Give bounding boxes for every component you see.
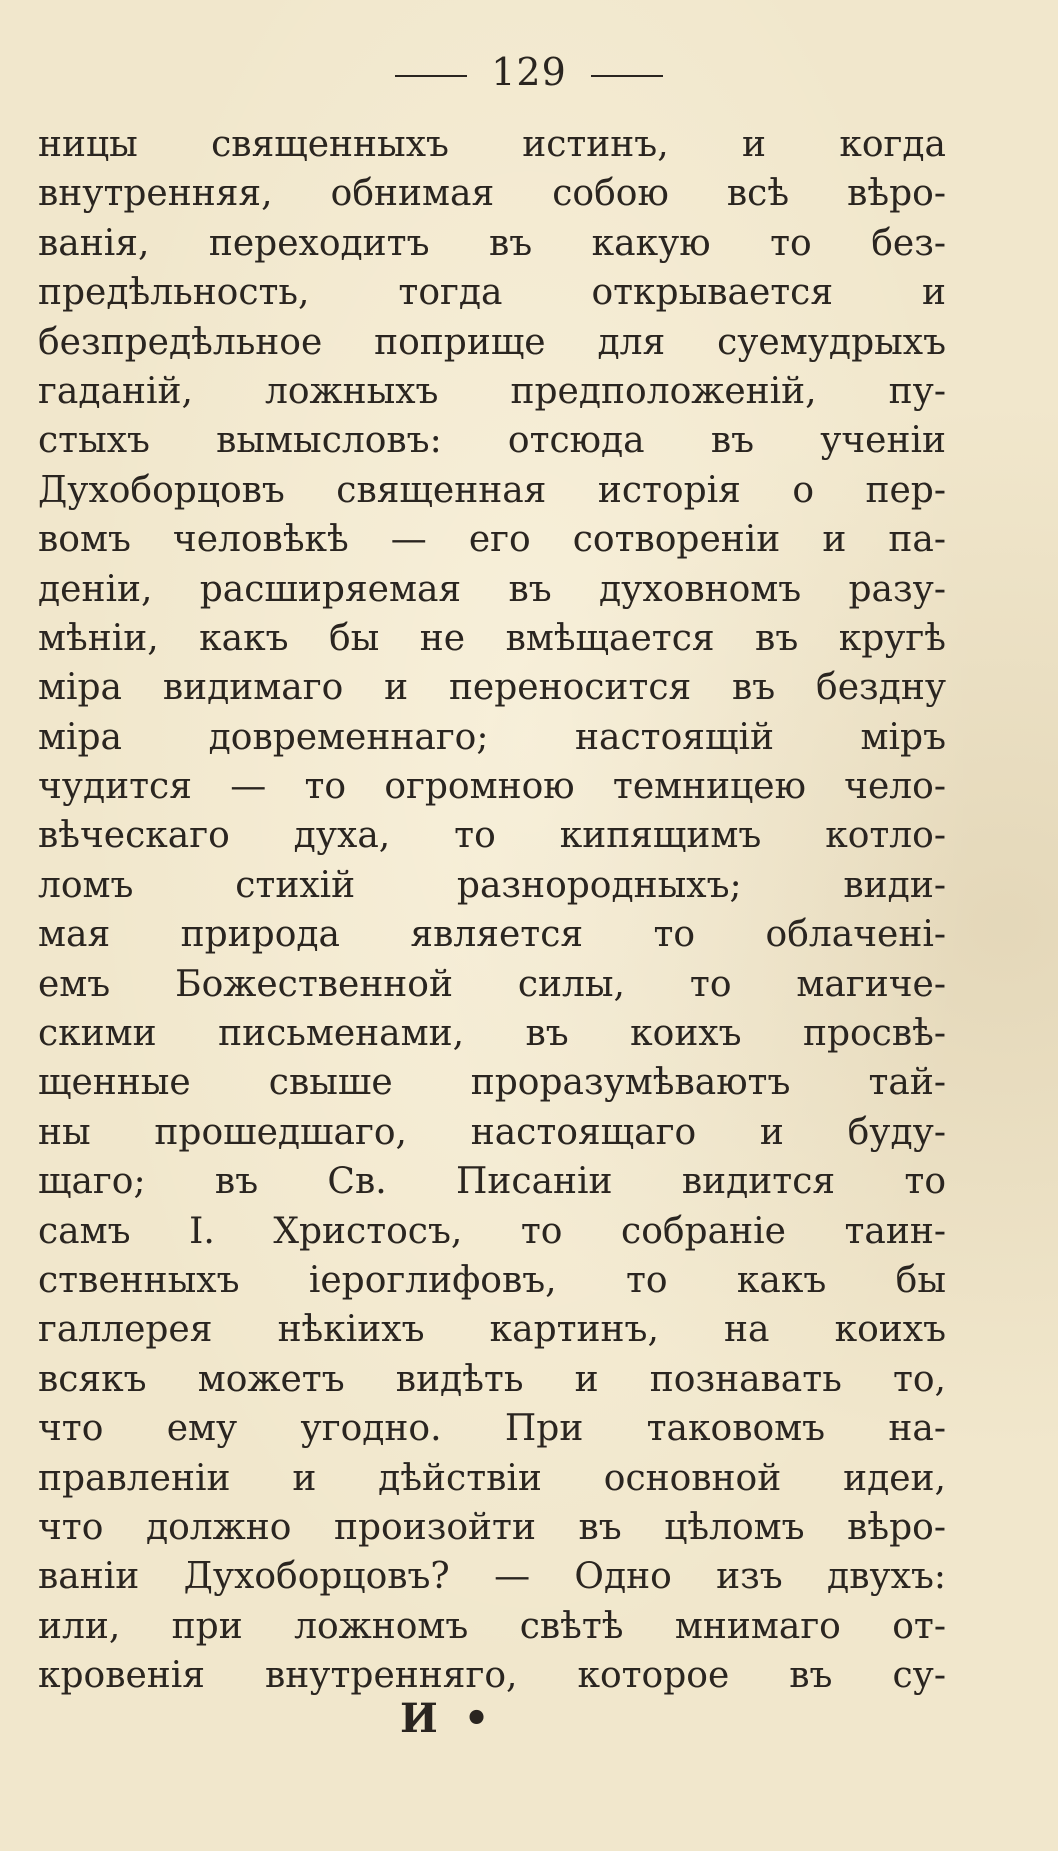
text-line: всякъ можетъ видѣть и познавать то, xyxy=(38,1358,946,1400)
text-line: внутренняя, обнимая собою всѣ вѣро- xyxy=(38,173,946,215)
text-line: скими письменами, въ коихъ просвѣ- xyxy=(38,1013,946,1055)
text-line: гаданій, ложныхъ предположеній, пу- xyxy=(38,370,946,412)
text-line: вомъ человѣкѣ — его сотвореніи и па- xyxy=(38,519,946,561)
text-line: Духоборцовъ священная исторія о пер- xyxy=(38,469,946,511)
text-line: мѣніи, какъ бы не вмѣщается въ кругѣ xyxy=(38,617,946,659)
text-line: предѣльность, тогда открывается и xyxy=(38,272,946,314)
text-line: самъ I. Христосъ, то собраніе таин- xyxy=(38,1210,946,1252)
text-line: ственныхъ іероглифовъ, то какъ бы xyxy=(38,1259,946,1301)
text-line: емъ Божественной силы, то магиче- xyxy=(38,963,946,1005)
body-text xyxy=(38,120,946,1701)
text-line: міра довременнаго; настоящій міръ xyxy=(38,716,946,758)
page-number: 129 xyxy=(491,50,567,94)
page-header xyxy=(0,50,1058,94)
text-line: вѣческаго духа, то кипящимъ котло- xyxy=(38,815,946,857)
text-line: безпредѣльное поприще для суемудрыхъ xyxy=(38,321,946,363)
text-line: ны прошедшаго, настоящаго и буду- xyxy=(38,1111,946,1153)
text-line: ницы священныхъ истинъ, и когда xyxy=(38,124,946,165)
text-line: ваніи Духоборцовъ? — Одно изъ двухъ: xyxy=(38,1556,946,1598)
text-line: кровенія внутренняго, которое въ су- xyxy=(38,1655,946,1697)
text-line: щенные свыше проразумѣваютъ тай- xyxy=(38,1062,946,1104)
text-line: правленіи и дѣйствіи основной идеи, xyxy=(38,1457,946,1499)
signature-mark: И • xyxy=(400,1695,496,1742)
text-line: что должно произойти въ цѣломъ вѣро- xyxy=(38,1506,946,1548)
text-line: мая природа является то облаченi- xyxy=(38,914,946,956)
text-line: стыхъ вымысловъ: отсюда въ ученіи xyxy=(38,420,946,462)
text-line: или, при ложномъ свѣтѣ мнимаго от- xyxy=(38,1605,946,1647)
text-line: ванія, переходитъ въ какую то без- xyxy=(38,222,946,264)
header-dash-right xyxy=(591,75,663,77)
text-line: міра видимаго и переносится въ бездну xyxy=(38,667,946,709)
text-line: деніи, расширяемая въ духовномъ разу- xyxy=(38,568,946,610)
header-dash-left xyxy=(395,75,467,77)
text-line: ломъ стихій разнородныхъ; види- xyxy=(38,864,946,906)
text-line: что ему угодно. При таковомъ на- xyxy=(38,1408,946,1450)
text-line: чудится — то огромною темницею чело- xyxy=(38,766,946,808)
text-line: галлерея нѣкіихъ картинъ, на коихъ xyxy=(38,1309,946,1351)
text-line: щаго; въ Св. Писаніи видится то xyxy=(38,1161,946,1203)
